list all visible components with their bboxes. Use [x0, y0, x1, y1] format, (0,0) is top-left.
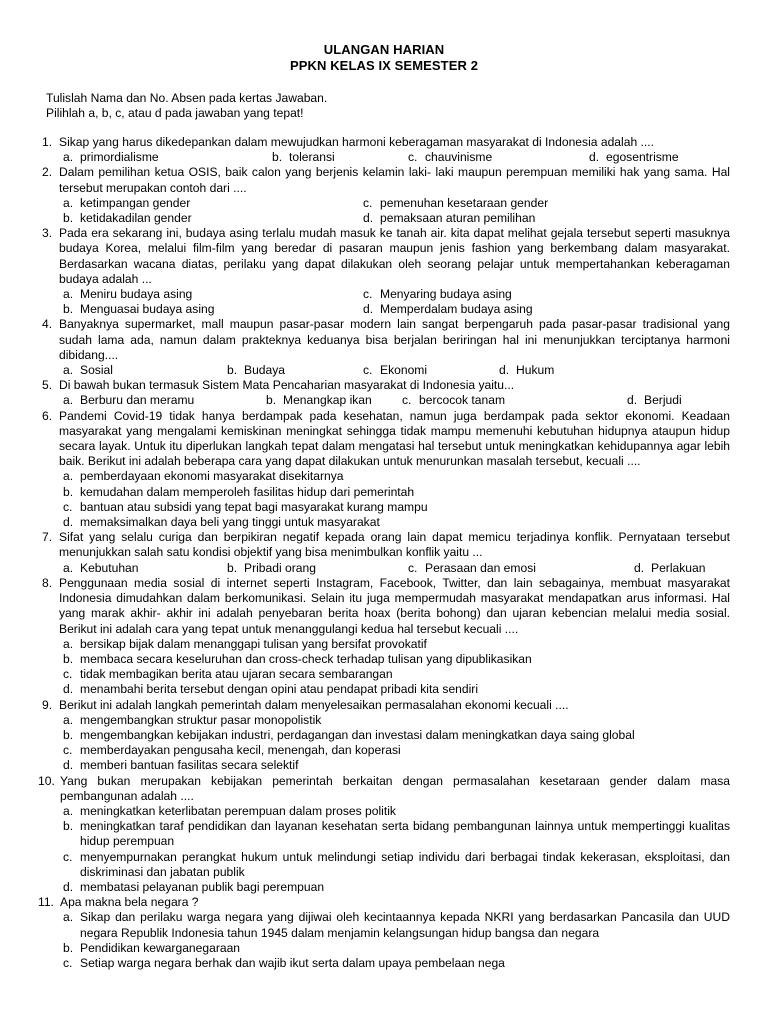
option-text: chauvinisme — [425, 150, 493, 165]
instruction-line: Tulislah Nama dan No. Absen pada kertas Jawaban. — [46, 91, 328, 105]
option-letter: d. — [499, 363, 510, 378]
option-letter: c. — [63, 499, 73, 514]
option-letter: a. — [63, 393, 74, 408]
option-letter: b. — [63, 727, 74, 742]
question-number: 2. — [42, 165, 53, 180]
question-text: Sifat yang selalu curiga dan berpikiran negatif kepada orang lain dapat memicu terjadinya konflik. Pernyataan tersebut menunjukkan salah satu kondisi objektif yang bisa menimbulkan konflik yaitu ... — [59, 530, 730, 560]
question-text: Penggunaan media sosial di internet seperti Instagram, Facebook, Twitter, dan lain sebagainya, membuat masyarakat Indonesia dimudahkan dalam berkomunikasi. Selain itu juga mempermudah masyarakat mendapatkan arus informasi. Hal yang marak akhir- akhir ini adalah penyebaran berita hoax (berita bohong) dan ujaran kebencian melalui media sosial. Berikut ini adalah cara yang tepat untuk menanggulangi kedua hal tersebut kecuali .... — [59, 575, 730, 636]
option-text: egosentrisme — [606, 150, 679, 165]
option-text: primordialisme — [80, 150, 159, 165]
option-letter: b. — [227, 363, 238, 378]
option-letter: c. — [402, 393, 412, 408]
option-a — [63, 561, 227, 576]
option-text: toleransi — [289, 150, 335, 165]
option-text: meningkatkan keterlibatan perempuan dalam proses politik — [80, 803, 396, 818]
option-letter: b. — [63, 484, 74, 499]
option-letter: a. — [63, 150, 74, 165]
option-text: Hukum — [516, 363, 555, 378]
option-text: Pribadi orang — [244, 560, 316, 575]
option-a — [63, 713, 730, 728]
option-d — [363, 302, 723, 317]
option-letter: b. — [272, 150, 283, 165]
option-b — [63, 941, 730, 956]
option-c — [408, 561, 634, 576]
option-text: bercocok tanam — [419, 393, 506, 408]
option-text: bantuan atau subsidi yang tepat bagi masyarakat kurang mampu — [80, 499, 428, 514]
option-letter: d. — [627, 393, 638, 408]
option-text: Menangkap ikan — [283, 393, 372, 408]
option-text: Berjudi — [644, 393, 682, 408]
option-b — [63, 652, 730, 667]
option-letter: a. — [63, 287, 74, 302]
option-c — [63, 500, 730, 515]
option-text: menyempurnakan perangkat hukum untuk melindungi setiap individu dari berbagai tindak kekerasan, eksploitasi, dan diskriminasi dan jabatan publik — [80, 849, 730, 879]
option-letter: c. — [408, 150, 418, 165]
option-letter: d. — [63, 758, 74, 773]
question-3 — [42, 226, 730, 317]
option-text: Setiap warga negara berhak dan wajib ikut serta dalam upaya pembelaan nega — [80, 955, 505, 970]
question-number: 9. — [42, 697, 53, 712]
option-letter: c. — [363, 363, 373, 378]
option-text: ketimpangan gender — [80, 195, 191, 210]
option-text: bersikap bijak dalam menanggapi tulisan yang bersifat provokatif — [80, 636, 427, 651]
option-text: memberi bantuan fasilitas secara selektif — [80, 758, 299, 773]
question-text: Sikap yang harus dikedepankan dalam mewujudkan harmoni keberagaman masyarakat di Indonesia adalah .... — [59, 135, 654, 149]
question-8 — [42, 576, 730, 698]
option-text: meningkatkan taraf pendidikan dan layanan kesehatan serta bidang pembangunan lainnya untuk mempertinggi kualitas hidup perempuan — [80, 819, 730, 849]
option-a — [63, 150, 272, 165]
option-letter: d. — [63, 515, 74, 530]
option-text: Menyaring budaya asing — [380, 287, 512, 302]
option-text: Berburu dan meramu — [80, 393, 195, 408]
question-number: 6. — [42, 408, 53, 423]
option-letter: d. — [63, 682, 74, 697]
option-letter: a. — [63, 910, 74, 925]
option-b — [272, 150, 408, 165]
option-letter: d. — [363, 211, 374, 226]
exam-subtitle: PPKN KELAS IX SEMESTER 2 — [289, 58, 479, 73]
option-letter: d. — [63, 879, 74, 894]
option-b — [266, 393, 402, 408]
option-text: Memperdalam budaya asing — [380, 302, 533, 317]
option-text: mengembangkan kebijakan industri, perdagangan dan investasi dalam meningkatkan daya saing global — [80, 727, 635, 742]
question-text: Pandemi Covid-19 tidak hanya berdampak pada kesehatan, namun juga berdampak pada sektor ekonomi. Keadaan masyarakat yang mengalami kemiskinan meningkat sehingga tidak mampu memenuhi kebutuhan hidupnya ataupun hidup secara layak. Untuk itu diperlukan langkah tepat dalam mengatasi hal tersebut untuk meningkatkan kehidupannya agar lebih baik. Berikut ini adalah beberapa cara yang dapat dilakukan untuk menurunkan masalah tersebut, kecuali .... — [59, 408, 730, 469]
option-c — [363, 196, 723, 211]
option-c — [363, 287, 723, 302]
question-6 — [42, 409, 730, 531]
exam-title: ULANGAN HARIAN — [323, 42, 445, 57]
option-text: Menguasai budaya asing — [80, 302, 215, 317]
question-2 — [42, 165, 730, 226]
option-text: pemenuhan kesetaraan gender — [380, 195, 549, 210]
option-a — [63, 196, 363, 211]
option-text: Kebutuhan — [80, 560, 139, 575]
option-letter: a. — [63, 363, 74, 378]
option-a — [63, 287, 363, 302]
option-letter: c. — [63, 743, 73, 758]
option-b — [227, 363, 363, 378]
option-letter: d. — [589, 150, 600, 165]
option-text: Meniru budaya asing — [80, 287, 193, 302]
option-letter: d. — [363, 302, 374, 317]
option-b — [63, 302, 363, 317]
option-letter: b. — [63, 940, 74, 955]
option-letter: a. — [63, 469, 74, 484]
option-text: Ekonomi — [380, 363, 428, 378]
option-text: membaca secara keseluruhan dan cross-check terhadap tulisan yang dipublikasikan — [80, 651, 532, 666]
question-text: Banyaknya supermarket, mall maupun pasar-pasar modern lain sangat berpengaruh pada pasar-pasar tradisional yang sudah lama ada, namun dalam prakteknya keduanya bisa berjalan beriringan hal ini menunjukkan terciptanya harmoni dibidang.... — [59, 317, 730, 362]
option-letter: a. — [63, 803, 74, 818]
option-b — [63, 728, 730, 743]
option-text: memberdayakan pengusaha kecil, menengah, dan koperasi — [80, 743, 401, 758]
option-letter: c. — [63, 955, 73, 970]
option-letter: c. — [363, 195, 373, 210]
option-d — [363, 211, 723, 226]
option-text: mengembangkan struktur pasar monopolistik — [80, 712, 322, 727]
option-letter: c. — [63, 849, 73, 864]
question-number: 5. — [42, 378, 53, 393]
option-text: Sosial — [80, 363, 113, 378]
option-letter: a. — [63, 560, 74, 575]
option-letter: b. — [63, 211, 74, 226]
option-a — [63, 469, 730, 484]
option-a — [63, 804, 730, 819]
question-number: 1. — [42, 135, 53, 149]
option-d — [499, 363, 629, 378]
question-list — [38, 135, 730, 971]
option-letter: b. — [266, 393, 277, 408]
option-text: Perasaan dan emosi — [425, 560, 536, 575]
instructions — [46, 91, 736, 121]
option-text: pemberdayaan ekonomi masyarakat disekitarnya — [80, 469, 344, 484]
option-d — [63, 515, 730, 530]
option-letter: c. — [363, 287, 373, 302]
option-letter: b. — [63, 651, 74, 666]
option-text: menambahi berita tersebut dengan opini atau pendapat pribadi kita sendiri — [80, 682, 479, 697]
option-text: memaksimalkan daya beli yang tinggi untuk masyarakat — [80, 515, 380, 530]
question-7 — [42, 530, 730, 576]
question-number: 11. — [38, 895, 54, 910]
option-b — [63, 211, 363, 226]
question-number: 3. — [42, 226, 53, 241]
question-4 — [42, 317, 730, 378]
option-text: ketidakadilan gender — [80, 211, 192, 226]
option-d — [63, 682, 730, 697]
question-text: Yang bukan merupakan kebijakan pemerintah berkaitan dengan permasalahan kesetaraan gender dalam masa pembangunan adalah .... — [60, 773, 730, 803]
question-text: Apa makna bela negara ? — [60, 895, 199, 910]
option-b — [63, 485, 730, 500]
question-number: 8. — [42, 575, 53, 590]
option-text: pemaksaan aturan pemilihan — [380, 211, 536, 226]
option-d — [627, 393, 717, 408]
instruction-line: Pilihlah a, b, c, atau d pada jawaban yang tepat! — [46, 106, 304, 121]
question-9 — [42, 698, 730, 774]
option-text: kemudahan dalam memperoleh fasilitas hidup dari pemerintah — [80, 484, 415, 499]
option-letter: a. — [63, 712, 74, 727]
question-number: 7. — [42, 530, 53, 545]
option-d — [63, 880, 730, 895]
option-c — [63, 743, 730, 758]
option-text: Perlakuan — [651, 560, 706, 575]
option-text: Sikap dan perilaku warga negara yang dijiwai oleh kecintaannya kepada NKRI yang berdasarkan Pancasila dan UUD negara Republik Indonesia tahun 1945 dalam menjamin kelangsungan hidup bangsa dan negara — [80, 910, 730, 940]
question-text: Di bawah bukan termasuk Sistem Mata Pencaharian masyarakat di Indonesia yaitu... — [59, 378, 515, 393]
option-text: Budaya — [244, 363, 286, 378]
option-c — [63, 956, 730, 971]
option-text: membatasi pelayanan publik bagi perempuan — [80, 879, 325, 894]
option-letter: b. — [63, 819, 74, 834]
question-11 — [38, 895, 730, 971]
option-letter: c. — [63, 667, 73, 682]
question-number: 10. — [38, 773, 55, 788]
option-c — [408, 150, 589, 165]
option-letter: d. — [634, 560, 645, 575]
option-a — [63, 393, 266, 408]
question-number: 4. — [42, 317, 53, 332]
option-a — [63, 637, 730, 652]
option-d — [63, 758, 730, 773]
question-text: Dalam pemilihan ketua OSIS, baik calon yang berjenis kelamin laki- laki maupun perempuan memiliki hak yang sama. Hal tersebut merupakan contoh dari .... — [59, 165, 730, 195]
option-d — [589, 150, 719, 165]
option-letter: b. — [63, 302, 74, 317]
option-c — [63, 850, 730, 880]
option-letter: a. — [63, 636, 74, 651]
option-b — [63, 819, 730, 849]
option-text: Pendidikan kewarganegaraan — [80, 940, 241, 955]
question-5 — [42, 378, 730, 408]
option-d — [634, 561, 724, 576]
question-1 — [42, 135, 730, 165]
option-a — [63, 910, 730, 940]
question-10 — [38, 773, 730, 896]
option-b — [227, 561, 408, 576]
option-text: tidak membagikan berita atau ujaran secara sembarangan — [80, 667, 393, 682]
option-c — [63, 667, 730, 682]
option-letter: c. — [408, 560, 418, 575]
option-letter: b. — [227, 560, 238, 575]
option-c — [402, 393, 627, 408]
question-text: Pada era sekarang ini, budaya asing terlalu mudah masuk ke tanah air. kita dapat melihat gejala tersebut seperti masuknya budaya Korea, melalui film-film yang beredar di pasaran maupun jenis fashion yang berkembang dalam masyarakat. Berdasarkan wacana diatas, perilaku yang dapat dilakukan oleh seorang pelajar untuk mempertahankan keberagaman budaya adalah ... — [59, 226, 730, 286]
option-letter: a. — [63, 195, 74, 210]
option-c — [363, 363, 499, 378]
option-a — [63, 363, 227, 378]
question-text: Berikut ini adalah langkah pemerintah dalam menyelesaikan permasalahan ekonomi kecuali .... — [59, 697, 569, 712]
